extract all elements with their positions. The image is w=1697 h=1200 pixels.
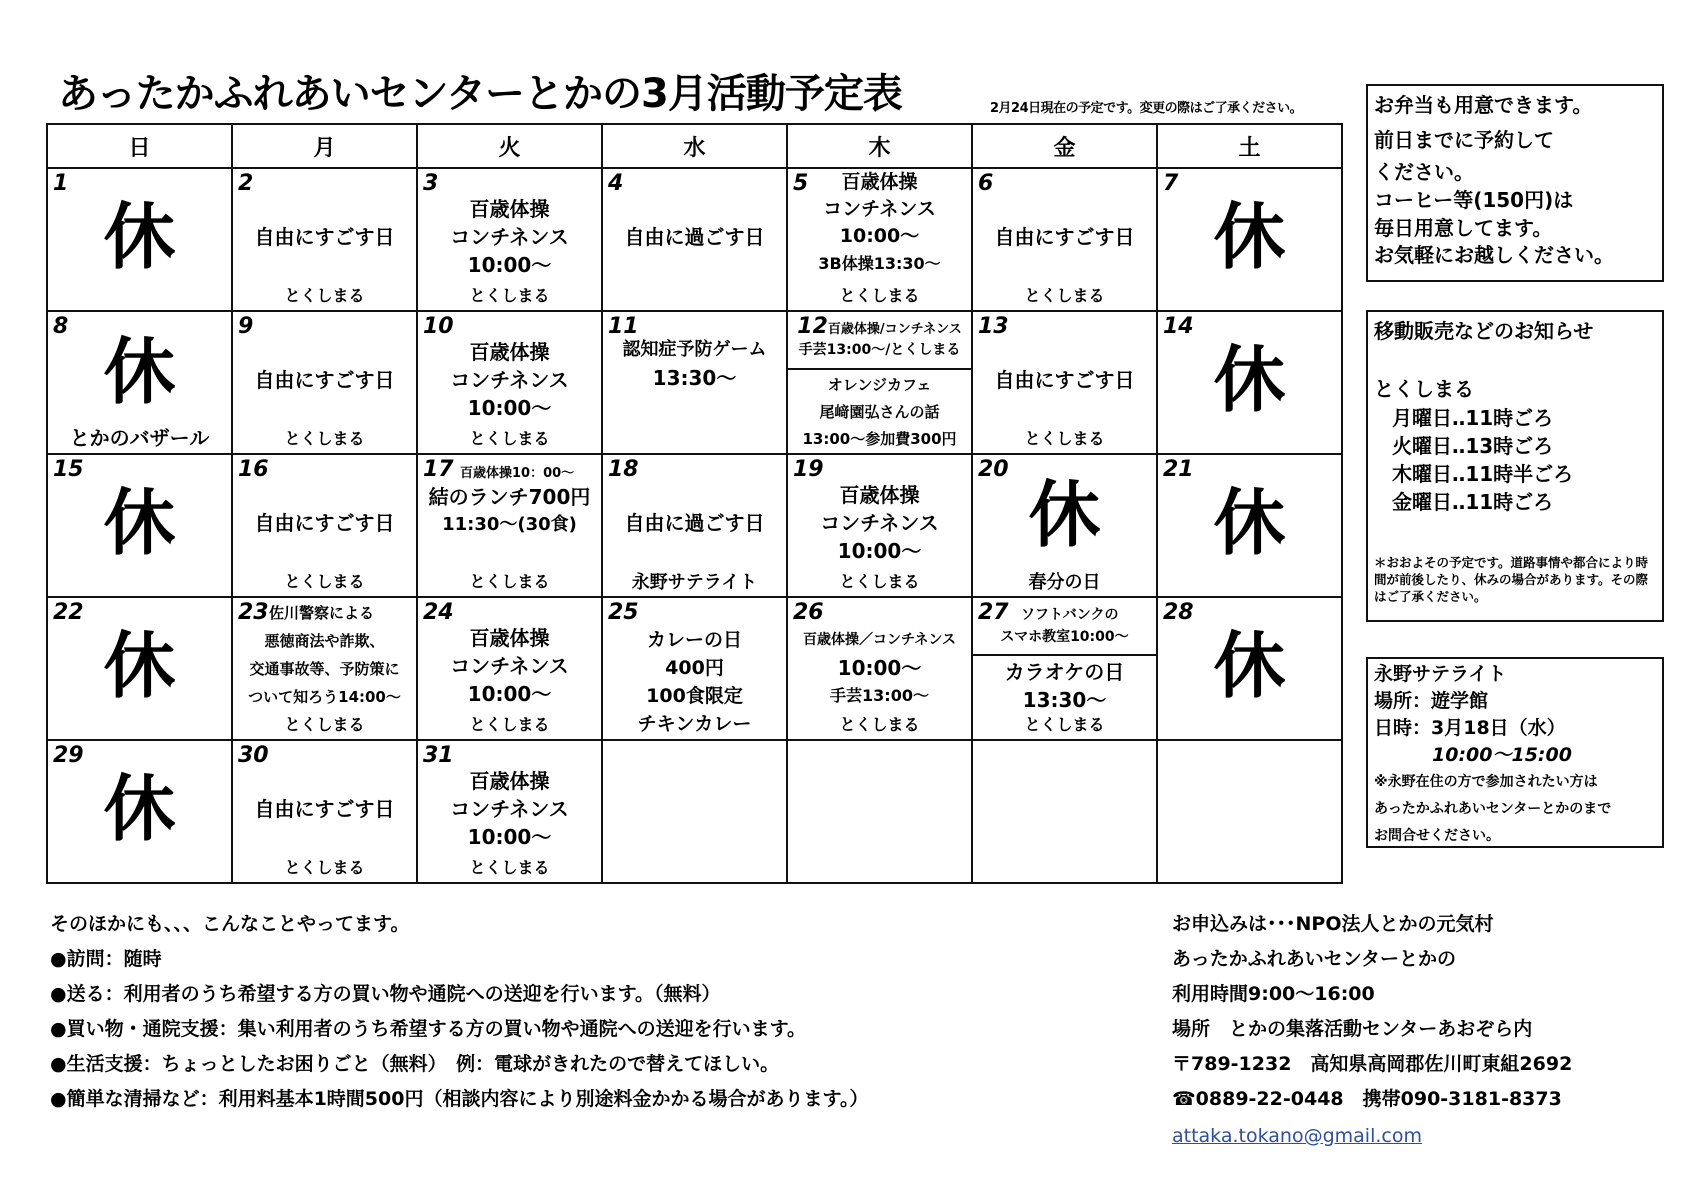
week-row: [47, 597, 1342, 740]
event-line: 10:00～: [467, 682, 552, 706]
service-item: ●簡単な清掃など：利用料基本1時間500円（相談内容により別途料金かかる場合があります。）: [50, 1088, 869, 1110]
schedule-item: 木曜日‥11時半ごろ: [1392, 462, 1574, 486]
day-number: 30: [238, 743, 269, 768]
satellite-note: あったかふれあいセンターとかのまで: [1374, 801, 1612, 817]
schedule-note: ＊おおよその予定です。道路事情や都合により時間が前後したり、休みの場合があります。その際はご了承ください。: [1374, 555, 1649, 604]
day-cell: [1157, 597, 1342, 740]
event-line: 百歳体操: [469, 769, 550, 793]
vendor-note: とくしまる: [284, 429, 365, 448]
event-lines: [603, 626, 786, 738]
day-cell: [787, 454, 972, 597]
day-number: 25: [608, 600, 639, 625]
event-text: 自由に過ごす日: [624, 511, 765, 535]
day-number: 5: [793, 171, 809, 196]
event-lines: [788, 626, 971, 710]
event-lines: [233, 627, 416, 711]
event-line: 10:00～: [467, 825, 552, 849]
week-row: [47, 311, 1342, 454]
day-number: 19: [793, 457, 824, 482]
vendor-note: とくしまる: [469, 429, 550, 448]
event-line: 百歳体操: [839, 483, 920, 507]
contact-line: 利用時間9:00～16:00: [1172, 983, 1375, 1005]
event-line: コンチネンス: [450, 368, 569, 392]
event-line: コンチネンス: [450, 654, 569, 678]
event-lines: [418, 195, 601, 279]
services-list: [50, 907, 868, 1117]
closed-mark: 休: [103, 767, 176, 851]
satellite-note: お問合せください。: [1374, 828, 1500, 844]
update-note: 2月24日現在の予定です。変更の際はご了承ください。: [990, 101, 1303, 116]
box-title: 移動販売などのお知らせ: [1374, 319, 1594, 343]
event-line: 百歳体操: [841, 171, 918, 193]
satellite-place: 場所：遊学館: [1374, 690, 1489, 712]
day-cell: [602, 311, 787, 454]
event-lines: [418, 338, 601, 422]
schedule-item: 火曜日‥13時ごろ: [1392, 434, 1554, 458]
day-cell: [417, 311, 602, 454]
event-line: コンチネンス: [450, 797, 569, 821]
event-line: カラオケの日: [1004, 660, 1125, 684]
event-line: 13:00～参加費300円: [802, 430, 957, 448]
event-lines: [788, 481, 971, 565]
event-text: 自由にすごす日: [994, 368, 1135, 392]
event-line: 百歳体操10：00～: [460, 466, 575, 481]
week-row: [47, 740, 1342, 883]
day-number: 27: [978, 600, 1009, 625]
day-number: 15: [53, 457, 84, 482]
event-line: 佐川警察による: [269, 604, 375, 622]
service-item: ●生活支援：ちょっとしたお困りごと（無料） 例：電球がきれたので替えてほしい。: [50, 1053, 780, 1075]
event-lines: [418, 483, 601, 539]
day-number: 24: [423, 600, 454, 625]
day-cell: [232, 740, 417, 883]
contact-info: [1172, 907, 1572, 1154]
day-cell: [787, 168, 972, 311]
satellite-date: 日時：3月18日（水）: [1374, 717, 1566, 739]
empty-cell: [1157, 740, 1342, 883]
service-item: ●送る：利用者のうち希望する方の買い物や通院への送迎を行います。（無料）: [50, 983, 721, 1005]
holiday-name: 春分の日: [1028, 572, 1101, 593]
day-cell: [417, 168, 602, 311]
closed-mark: 休: [103, 624, 176, 708]
event-lines: [603, 336, 786, 392]
day-cell: [47, 311, 232, 454]
event-line: 13:30～: [652, 366, 737, 390]
contact-line: お申込みは･･･NPO法人とかの元気村: [1172, 913, 1494, 935]
info-line: 前日までに予約して: [1374, 128, 1554, 152]
weekday-header-row: [47, 124, 1342, 168]
event-text: 自由に過ごす日: [624, 225, 765, 249]
day-number: 2: [238, 171, 254, 196]
event-line: ソフトバンクの: [1021, 607, 1119, 623]
weekday-fri: 金: [972, 124, 1157, 168]
day-number: 8: [53, 314, 69, 339]
closed-mark: 休: [1213, 481, 1286, 565]
vendor-note: とくしまる: [469, 715, 550, 734]
event-text: 自由にすごす日: [254, 225, 395, 249]
day-cell: [47, 454, 232, 597]
schedule-item: 月曜日‥11時ごろ: [1392, 406, 1554, 430]
schedule-list: [1374, 404, 1656, 516]
event-lines: [418, 624, 601, 708]
event-line: オレンジカフェ: [827, 376, 932, 394]
day-number: 29: [53, 743, 84, 768]
day-number: 12: [797, 314, 828, 339]
event-lines: [788, 372, 971, 453]
event-note: とかのバザール: [69, 426, 210, 450]
day-cell: [787, 597, 972, 740]
service-item: ●買い物・通院支援：集い利用者のうち希望する方の買い物や通院への送迎を行います。: [50, 1018, 807, 1040]
event-line: 交通事故等、予防策に: [249, 660, 400, 678]
day-number: 26: [793, 600, 824, 625]
empty-cell: [787, 740, 972, 883]
contact-line: あったかふれあいセンターとかの: [1172, 948, 1457, 970]
day-cell: [417, 597, 602, 740]
day-cell: [972, 311, 1157, 454]
email-link[interactable]: attaka.tokano@gmail.com: [1172, 1125, 1422, 1147]
contact-line: 場所 とかの集落活動センターあおぞら内: [1172, 1018, 1533, 1040]
info-line: お気軽にお越しください。: [1374, 243, 1614, 267]
bento-info-box: [1366, 84, 1664, 282]
closed-mark: 休: [103, 330, 176, 414]
day-cell: [602, 454, 787, 597]
vendor-note: とくしまる: [839, 286, 920, 305]
event-line: 10:00～: [837, 656, 922, 680]
day-number: 21: [1163, 457, 1194, 482]
vendor-note: とくしまる: [839, 715, 920, 734]
satellite-note: ※永野在住の方で参加されたい方は: [1374, 774, 1598, 790]
event-line: 13:30～: [1022, 688, 1107, 712]
closed-mark: 休: [1213, 195, 1286, 279]
day-cell: [1157, 168, 1342, 311]
info-line: コーヒー等(150円)は: [1374, 188, 1574, 212]
day-number: 18: [608, 457, 639, 482]
info-line: お弁当も用意できます。: [1374, 93, 1593, 117]
weekday-thu: 木: [787, 124, 972, 168]
weekday-mon: 月: [232, 124, 417, 168]
event-line: スマホ教室10:00～: [1000, 629, 1129, 645]
event-line: ついて知ろう14:00～: [248, 688, 401, 706]
day-cell: [602, 168, 787, 311]
day-cell: [47, 168, 232, 311]
closed-mark: 休: [103, 481, 176, 565]
event-line: 10:00～: [837, 539, 922, 563]
services-intro: そのほかにも、、、こんなことやってます。: [50, 913, 410, 935]
vendor-note: とくしまる: [469, 858, 550, 877]
vendor-note: とくしまる: [284, 858, 365, 877]
day-cell: [47, 740, 232, 883]
empty-cell: [972, 740, 1157, 883]
day-number: 6: [978, 171, 994, 196]
day-number: 22: [53, 600, 84, 625]
day-cell: [232, 454, 417, 597]
vendor-name: とくしまる: [1374, 377, 1474, 401]
vendor-note: とくしまる: [1024, 715, 1105, 734]
contact-line: 〒789-1232 高知県高岡郡佐川町東組2692: [1172, 1053, 1573, 1075]
day-number: 14: [1163, 314, 1194, 339]
vendor-note: とくしまる: [1024, 429, 1105, 448]
event-text: 自由にすごす日: [254, 368, 395, 392]
day-number: 1: [53, 171, 69, 196]
weekday-wed: 水: [602, 124, 787, 168]
event-line: チキンカレー: [637, 713, 752, 735]
closed-mark: 休: [103, 195, 176, 279]
closed-mark: 休: [1213, 338, 1286, 422]
event-lines: [788, 169, 971, 277]
event-line: 100食限定: [646, 685, 743, 707]
week-row: [47, 454, 1342, 597]
event-line: 10:00～: [839, 225, 920, 247]
day-cell: [1157, 311, 1342, 454]
event-line: 百歳体操／コンチネンス: [802, 632, 957, 648]
empty-cell: [602, 740, 787, 883]
day-cell: [232, 597, 417, 740]
day-cell: [972, 454, 1157, 597]
weekday-sun: 日: [47, 124, 232, 168]
event-line: 百歳体操: [469, 197, 550, 221]
closed-mark: 休: [1213, 624, 1286, 708]
day-cell: [232, 168, 417, 311]
event-text: 自由にすごす日: [254, 797, 395, 821]
event-lines: [418, 767, 601, 851]
day-number: 16: [238, 457, 269, 482]
vendor-note: とくしまる: [284, 572, 365, 591]
event-line: 百歳体操/コンチネンス: [827, 322, 962, 337]
event-line: 10:00～: [467, 253, 552, 277]
event-line: 手芸13:00～: [830, 686, 929, 705]
day-cell: [232, 311, 417, 454]
info-line: 毎日用意してます。: [1374, 216, 1553, 240]
event-line: 結のランチ700円: [428, 485, 591, 509]
event-line: 11:30～(30食): [442, 514, 577, 535]
event-line: 尾﨑園弘さんの話: [819, 403, 940, 421]
contact-line: ☎0889-22-0448 携帯090-3181-8373: [1172, 1088, 1562, 1110]
weekday-sat: 土: [1157, 124, 1342, 168]
event-line: 手芸13:00～/とくしまる: [798, 342, 961, 358]
schedule-item: 金曜日‥11時ごろ: [1392, 490, 1554, 514]
day-cell: [47, 597, 232, 740]
week-row: [47, 168, 1342, 311]
day-cell: [1157, 454, 1342, 597]
day-number: 4: [608, 171, 624, 196]
event-line: 3B体操13:30～: [818, 254, 941, 273]
day-number: 28: [1163, 600, 1194, 625]
day-number: 31: [423, 743, 454, 768]
vendor-note: とくしまる: [839, 572, 920, 591]
vendor-note: とくしまる: [284, 286, 365, 305]
day-number: 7: [1163, 171, 1179, 196]
mobile-sales-box: [1366, 310, 1664, 622]
day-number: 20: [978, 457, 1009, 482]
event-line: コンチネンス: [820, 511, 939, 535]
vendor-note: とくしまる: [469, 286, 550, 305]
event-line: カレーの日: [646, 629, 742, 651]
day-number: 10: [423, 314, 454, 339]
event-line: 悪徳商法や詐欺、: [264, 632, 385, 650]
event-note: 永野サテライト: [631, 572, 758, 593]
split-cell-top: [973, 598, 1156, 656]
vendor-note: とくしまる: [284, 715, 365, 734]
event-text: 自由にすごす日: [994, 225, 1135, 249]
event-line: コンチネンス: [450, 225, 569, 249]
event-line: 10:00～: [467, 396, 552, 420]
day-cell: [602, 597, 787, 740]
box-title: 永野サテライト: [1374, 663, 1507, 685]
event-line: 認知症予防ゲーム: [622, 339, 767, 360]
split-cell-top: [788, 312, 971, 370]
event-text: 自由にすごす日: [254, 511, 395, 535]
satellite-time: 10:00～15:00: [1432, 744, 1572, 766]
day-number: 23: [238, 600, 269, 625]
service-item: ●訪問：随時: [50, 948, 162, 970]
day-cell: [417, 740, 602, 883]
day-cell: [417, 454, 602, 597]
day-cell: [787, 311, 972, 454]
vendor-note: とくしまる: [1024, 286, 1105, 305]
event-line: 400円: [665, 657, 724, 679]
day-number: 17: [423, 457, 454, 482]
calendar-table: [46, 123, 1343, 884]
day-number: 11: [608, 314, 639, 339]
day-number: 13: [978, 314, 1009, 339]
page-title: あったかふれあいセンターとかの3月活動予定表: [58, 71, 902, 117]
closed-mark: 休: [1028, 473, 1101, 557]
event-lines: [973, 658, 1156, 714]
weekday-tue: 火: [417, 124, 602, 168]
day-cell: [972, 597, 1157, 740]
day-cell: [972, 168, 1157, 311]
event-line: コンチネンス: [823, 198, 936, 220]
event-line: 百歳体操: [469, 626, 550, 650]
info-line: ください。: [1374, 160, 1474, 184]
vendor-note: とくしまる: [469, 572, 550, 591]
day-number: 9: [238, 314, 254, 339]
event-line: 百歳体操: [469, 340, 550, 364]
satellite-box: [1366, 657, 1664, 848]
day-number: 3: [423, 171, 439, 196]
